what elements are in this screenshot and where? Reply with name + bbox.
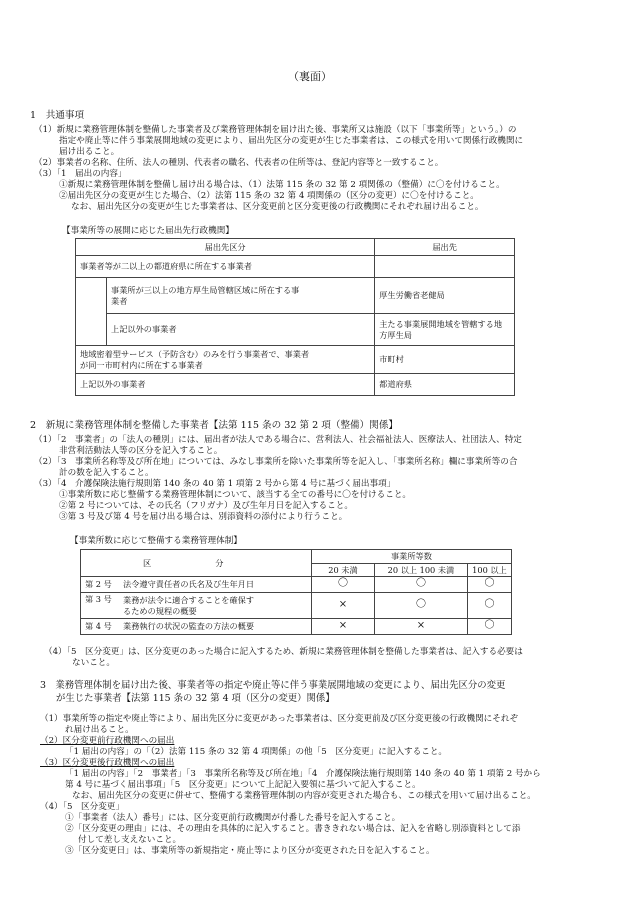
mark-under-20: ×: [311, 593, 374, 619]
s2-p1-line2: 非営利活動法人等の区分を記入すること。: [59, 446, 223, 456]
s3-p3-note: なお、届出先区分の変更に併せて、整備する業務管理体制の内容が変更された場合も、この様式を用いて届け出ること。: [72, 791, 536, 801]
table-header-destination: 届出先: [375, 239, 515, 256]
table-row-community-service: [76, 346, 375, 374]
structure-table: [80, 549, 512, 635]
col-under-20: 20 未満: [311, 563, 374, 577]
table-row: [81, 577, 512, 593]
r3-dest-line1: 主たる事業展開地域を管轄する地: [379, 319, 503, 329]
table-cell-empty: [375, 256, 515, 278]
s3-p4-item2-line2: 付して差し支えないこと。: [78, 835, 182, 845]
s3-p3-line2: 第 4 号に基づく届出事項」「5 区分変更」について上記記入要領に基づいて記入すること。: [65, 780, 421, 790]
mark-over-100: 〇: [467, 619, 511, 635]
s1-p1-line2: 指定や廃止等に伴う事業展開地域の変更により、届出先区分の変更が生じた事業者は、この様式を用いて関係行政機関に: [59, 136, 524, 146]
s1-p2: （2）事業者の名称、住所、法人の種別、代表者の職名、代表者の住所等は、登記内容等と一致すること。: [34, 158, 444, 168]
mark-over-100: 〇: [467, 593, 511, 619]
s1-p1-line3: 届け出ること。: [59, 147, 120, 157]
row-label: 法令遵守責任者の氏名及び生年月日: [119, 577, 311, 593]
header-ku: 区: [143, 557, 152, 568]
s3-p2-item: 「1 届出の内容」の「（2）法第 115 条の 32 第 4 項関係」の他「5 区分変更」に記入すること。: [65, 747, 448, 757]
mark-20-to-100: 〇: [374, 593, 467, 619]
s2-p3-item3: ③第 3 号及び第 4 号を届け出る場合は、別添資料の添付により行うこと。: [59, 512, 348, 522]
table-row: [81, 593, 512, 619]
table-dest-prefecture: 都道府県: [375, 374, 515, 396]
s2-p3-item1: ①事業所数に応じ整備する業務管理体制について、該当する全ての番号に〇を付けること。: [59, 490, 412, 500]
row-label: [119, 593, 311, 619]
table-row-other-1: 上記以外の事業者: [107, 314, 375, 346]
table-row-other-2: 上記以外の事業者: [76, 374, 375, 396]
s3-p4-item2-line1: ②「区分変更の理由」には、その理由を具体的に記入すること。書ききれない場合は、記入を省略し別添資料として添: [65, 824, 521, 834]
s2-p3: （3）「4 介護保険法施行規則第 140 条の 40 第 1 項第 2 号から第 4 号に基づく届出事項」: [34, 479, 396, 489]
s2-p1-line1: （1）「2 事業者」の「法人の種別」には、届出者が法人である場合に、営利法人、社会福祉法人、医療法人、社団法人、特定: [34, 435, 522, 445]
table-header-category: 届出先区分: [76, 239, 375, 256]
row-number: 第 3 号: [81, 593, 120, 619]
s2-p3-item2: ②第 2 号については、その氏名（フリガナ）及び生年月日を記入すること。: [59, 501, 353, 511]
mark-over-100: 〇: [467, 577, 511, 593]
s1-p3-item1: ①新規に業務管理体制を整備し届け出る場合は、（1）法第 115 条の 32 第 2 項関係の（整備）に〇を付けること。: [59, 180, 505, 190]
r2-line2: 業者: [111, 295, 128, 306]
s3-p1-line2: れ届け出ること。: [65, 725, 134, 735]
header-bun: 分: [215, 557, 224, 568]
s1-p3: （3）「1 届出の内容」: [34, 169, 127, 179]
section-3-heading-line1: 3 業務管理体制を届け出た後、事業者等の指定や廃止等に伴う事業展開地域の変更により、届出先区分の変更: [40, 680, 506, 691]
r4-line2: が同一市町村内に所在する事業者: [80, 359, 203, 370]
table-dest-mhlw: 厚生労働省老健局: [375, 278, 515, 314]
table-header-count: 事業所等数: [311, 550, 511, 564]
s2-p4-line1: （4）「5 区分変更」は、区分変更のあった場合に記入するため、新規に業務管理体制を整備した事業者は、記入する必要は: [44, 647, 523, 657]
row-number: 第 2 号: [81, 577, 120, 593]
table-dest-municipality: 市町村: [375, 346, 515, 374]
s3-p1-line1: （1）事業所等の指定や廃止等により、届出先区分に変更があった事業者は、区分変更前及び区分変更後の行政機関にそれぞ: [40, 714, 519, 724]
table-row-multi-prefecture: 事業者等が二以上の都道府県に所在する事業者: [76, 256, 375, 278]
s3-p2: （2）区分変更前行政機関への届出: [40, 736, 175, 746]
col-over-100: 100 以上: [467, 563, 511, 577]
r4-line1: 地域密着型サービス（予防含む）のみを行う事業者で、事業者: [80, 349, 310, 359]
s1-p1-line1: （1）新規に業務管理体制を整備した事業者及び業務管理体制を届け出た後、事業所又は施設（以下「事業所等」という。）の: [34, 125, 517, 135]
mark-under-20: 〇: [311, 577, 374, 593]
r3-dest-line2: 方厚生局: [379, 329, 412, 340]
s2-p4-line2: ないこと。: [72, 658, 115, 668]
section-2-heading: 2 新規に業務管理体制を整備した事業者【法第 115 条の 32 第 2 項（整備）関係】: [30, 420, 399, 431]
table-row-three-bureaus: [107, 278, 375, 314]
section-3-heading-line2: が生じた事業者【法第 115 条の 32 第 4 項（区分の変更）関係】: [56, 693, 335, 704]
s2-p2-line2: 計の数を記入すること。: [59, 468, 154, 478]
s1-table-caption: 【事業所等の展開に応じた届出先行政機関】: [62, 226, 234, 236]
mark-20-to-100: 〇: [374, 577, 467, 593]
row-label-line1: 業務が法令に適合することを確保す: [123, 595, 255, 605]
row-number: 第 4 号: [81, 619, 120, 635]
section-1-heading: 1 共通事項: [30, 110, 85, 121]
s2-p2-line1: （2）「3 事業所名称等及び所在地」については、みなし事業所を除いた事業所等を記入し、「事業所名称」欄に事業所等の合: [34, 457, 518, 467]
s1-p3-item2: ②届出先区分の変更が生じた場合、（2）法第 115 条の 32 第 4 項関係の（区分の変更）に〇を付けること。: [59, 191, 479, 201]
s3-p4-item3: ③「区分変更日」は、事業所等の新規指定・廃止等により区分が変更された日を記入すること。: [65, 846, 435, 856]
destination-table: [75, 238, 515, 396]
mark-under-20: ×: [311, 619, 374, 635]
s3-p3-line1: 「1 届出の内容」「2 事業者」「3 事業所名称等及び所在地」「4 介護保険法施行規則第 140 条の 40 第 1 項第 2 号から: [65, 769, 541, 779]
row-label-line2: るための規程の概要: [123, 605, 197, 616]
table-row: [81, 619, 512, 635]
col-20-to-100: 20 以上 100 未満: [374, 563, 467, 577]
r2-line1: 事業所が三以上の地方厚生局管轄区域に所在する事: [111, 285, 300, 295]
s3-p4: （4）「5 区分変更」: [40, 802, 124, 812]
s3-p4-item1: ①「事業者（法人）番号」には、区分変更前行政機関が付番した番号を記入すること。: [65, 813, 401, 823]
row-label: 業務執行の状況の監査の方法の概要: [119, 619, 311, 635]
mark-20-to-100: ×: [374, 619, 467, 635]
table-header-category: [81, 550, 312, 577]
s1-p3-note: なお、届出先区分の変更が生じた事業者は、区分変更前と区分変更後の行政機関にそれぞれ届け出ること。: [71, 202, 484, 212]
table-dest-regional-bureau: [375, 314, 515, 346]
s3-p3: （3）区分変更後行政機関への届出: [40, 758, 175, 768]
table-indent-cell: [76, 278, 107, 346]
s2-table-caption: 【事業所数に応じて整備する業務管理体制】: [70, 536, 242, 546]
page-title: （裏面）: [288, 70, 332, 83]
